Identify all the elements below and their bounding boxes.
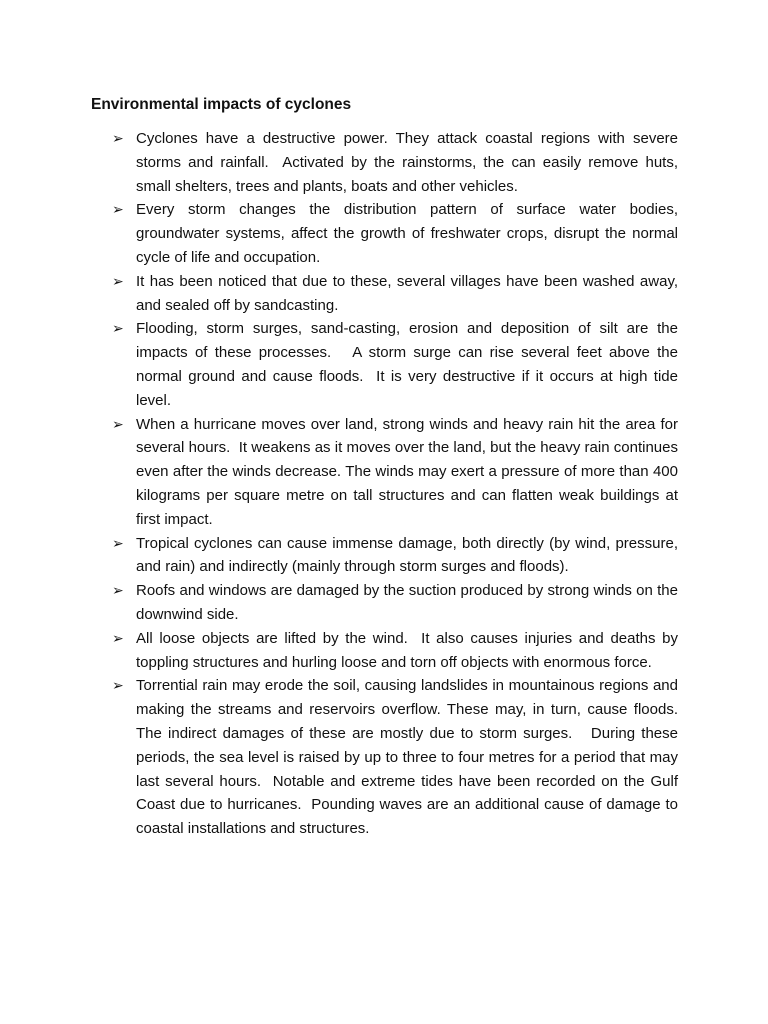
arrow-bullet-icon: ➢ bbox=[112, 320, 124, 337]
arrow-bullet-icon: ➢ bbox=[112, 677, 124, 694]
arrow-bullet-icon: ➢ bbox=[112, 415, 124, 432]
bullet-text: Roofs and windows are damaged by the suction produced by strong winds on the downwind side. bbox=[136, 582, 683, 623]
arrow-bullet-icon: ➢ bbox=[112, 629, 124, 646]
arrow-bullet-icon: ➢ bbox=[112, 130, 124, 146]
bullet-text: Cyclones have a destructive power. They attack coastal regions with severe storms and rainfall. Activated by the rainstorms, the can easily remove huts, small shelters, trees and plants, boats and other vehicles. bbox=[136, 130, 683, 195]
list-item bbox=[112, 270, 683, 318]
list-item bbox=[112, 627, 683, 675]
arrow-bullet-icon: ➢ bbox=[112, 272, 124, 289]
list-item bbox=[112, 413, 683, 532]
list-item bbox=[112, 579, 683, 627]
list-item bbox=[112, 317, 683, 412]
bullet-text: Torrential rain may erode the soil, causing landslides in mountainous regions and making the streams and reservoirs overflow. These may, in turn, cause floods. The indirect damages of these are mostly due to storm surges. During these periods, the sea level is raised by up to three to four metres for a period that may last several hours. Notable and extreme tides have been recorded on the Gulf Coast due to hurricanes. Pounding waves are an additional cause of damage to coastal installations and structures. bbox=[136, 677, 683, 838]
bullet-text: Tropical cyclones can cause immense damage, both directly (by wind, pressure, and rain) and indirectly (mainly through storm surges and floods). bbox=[136, 534, 683, 576]
arrow-bullet-icon: ➢ bbox=[112, 201, 124, 218]
bullet-text: It has been noticed that due to these, several villages have been washed away, and sealed off by sandcasting. bbox=[136, 272, 683, 314]
bullet-text: Every storm changes the distribution pattern of surface water bodies, groundwater systems, affect the growth of freshwater crops, disrupt the normal cycle of life and occupation. bbox=[136, 201, 683, 266]
bullet-text: Flooding, storm surges, sand-casting, erosion and deposition of silt are the impacts of these processes. A storm surge can rise several feet above the normal ground and cause floods. It is very destructive if it occurs at high tide level. bbox=[136, 320, 683, 409]
arrow-bullet-icon: ➢ bbox=[112, 534, 124, 551]
list-item bbox=[112, 532, 683, 580]
document-heading: Environmental impacts of cyclones bbox=[91, 96, 352, 113]
arrow-bullet-icon: ➢ bbox=[112, 582, 124, 599]
list-item bbox=[112, 127, 683, 198]
bullet-text: When a hurricane moves over land, strong winds and heavy rain hit the area for several hours. It weakens as it moves over the land, but the heavy rain continues even after the winds decrease. The winds may exert a pressure of more than 400 kilograms per square metre on tall structures and can flatten weak buildings at first impact. bbox=[136, 415, 683, 528]
bullet-text: All loose objects are lifted by the wind. It also causes injuries and deaths by toppling structures and hurling loose and torn off objects with enormous force. bbox=[136, 629, 683, 671]
list-item bbox=[112, 674, 683, 841]
bullet-list bbox=[112, 127, 683, 841]
list-item bbox=[112, 198, 683, 269]
